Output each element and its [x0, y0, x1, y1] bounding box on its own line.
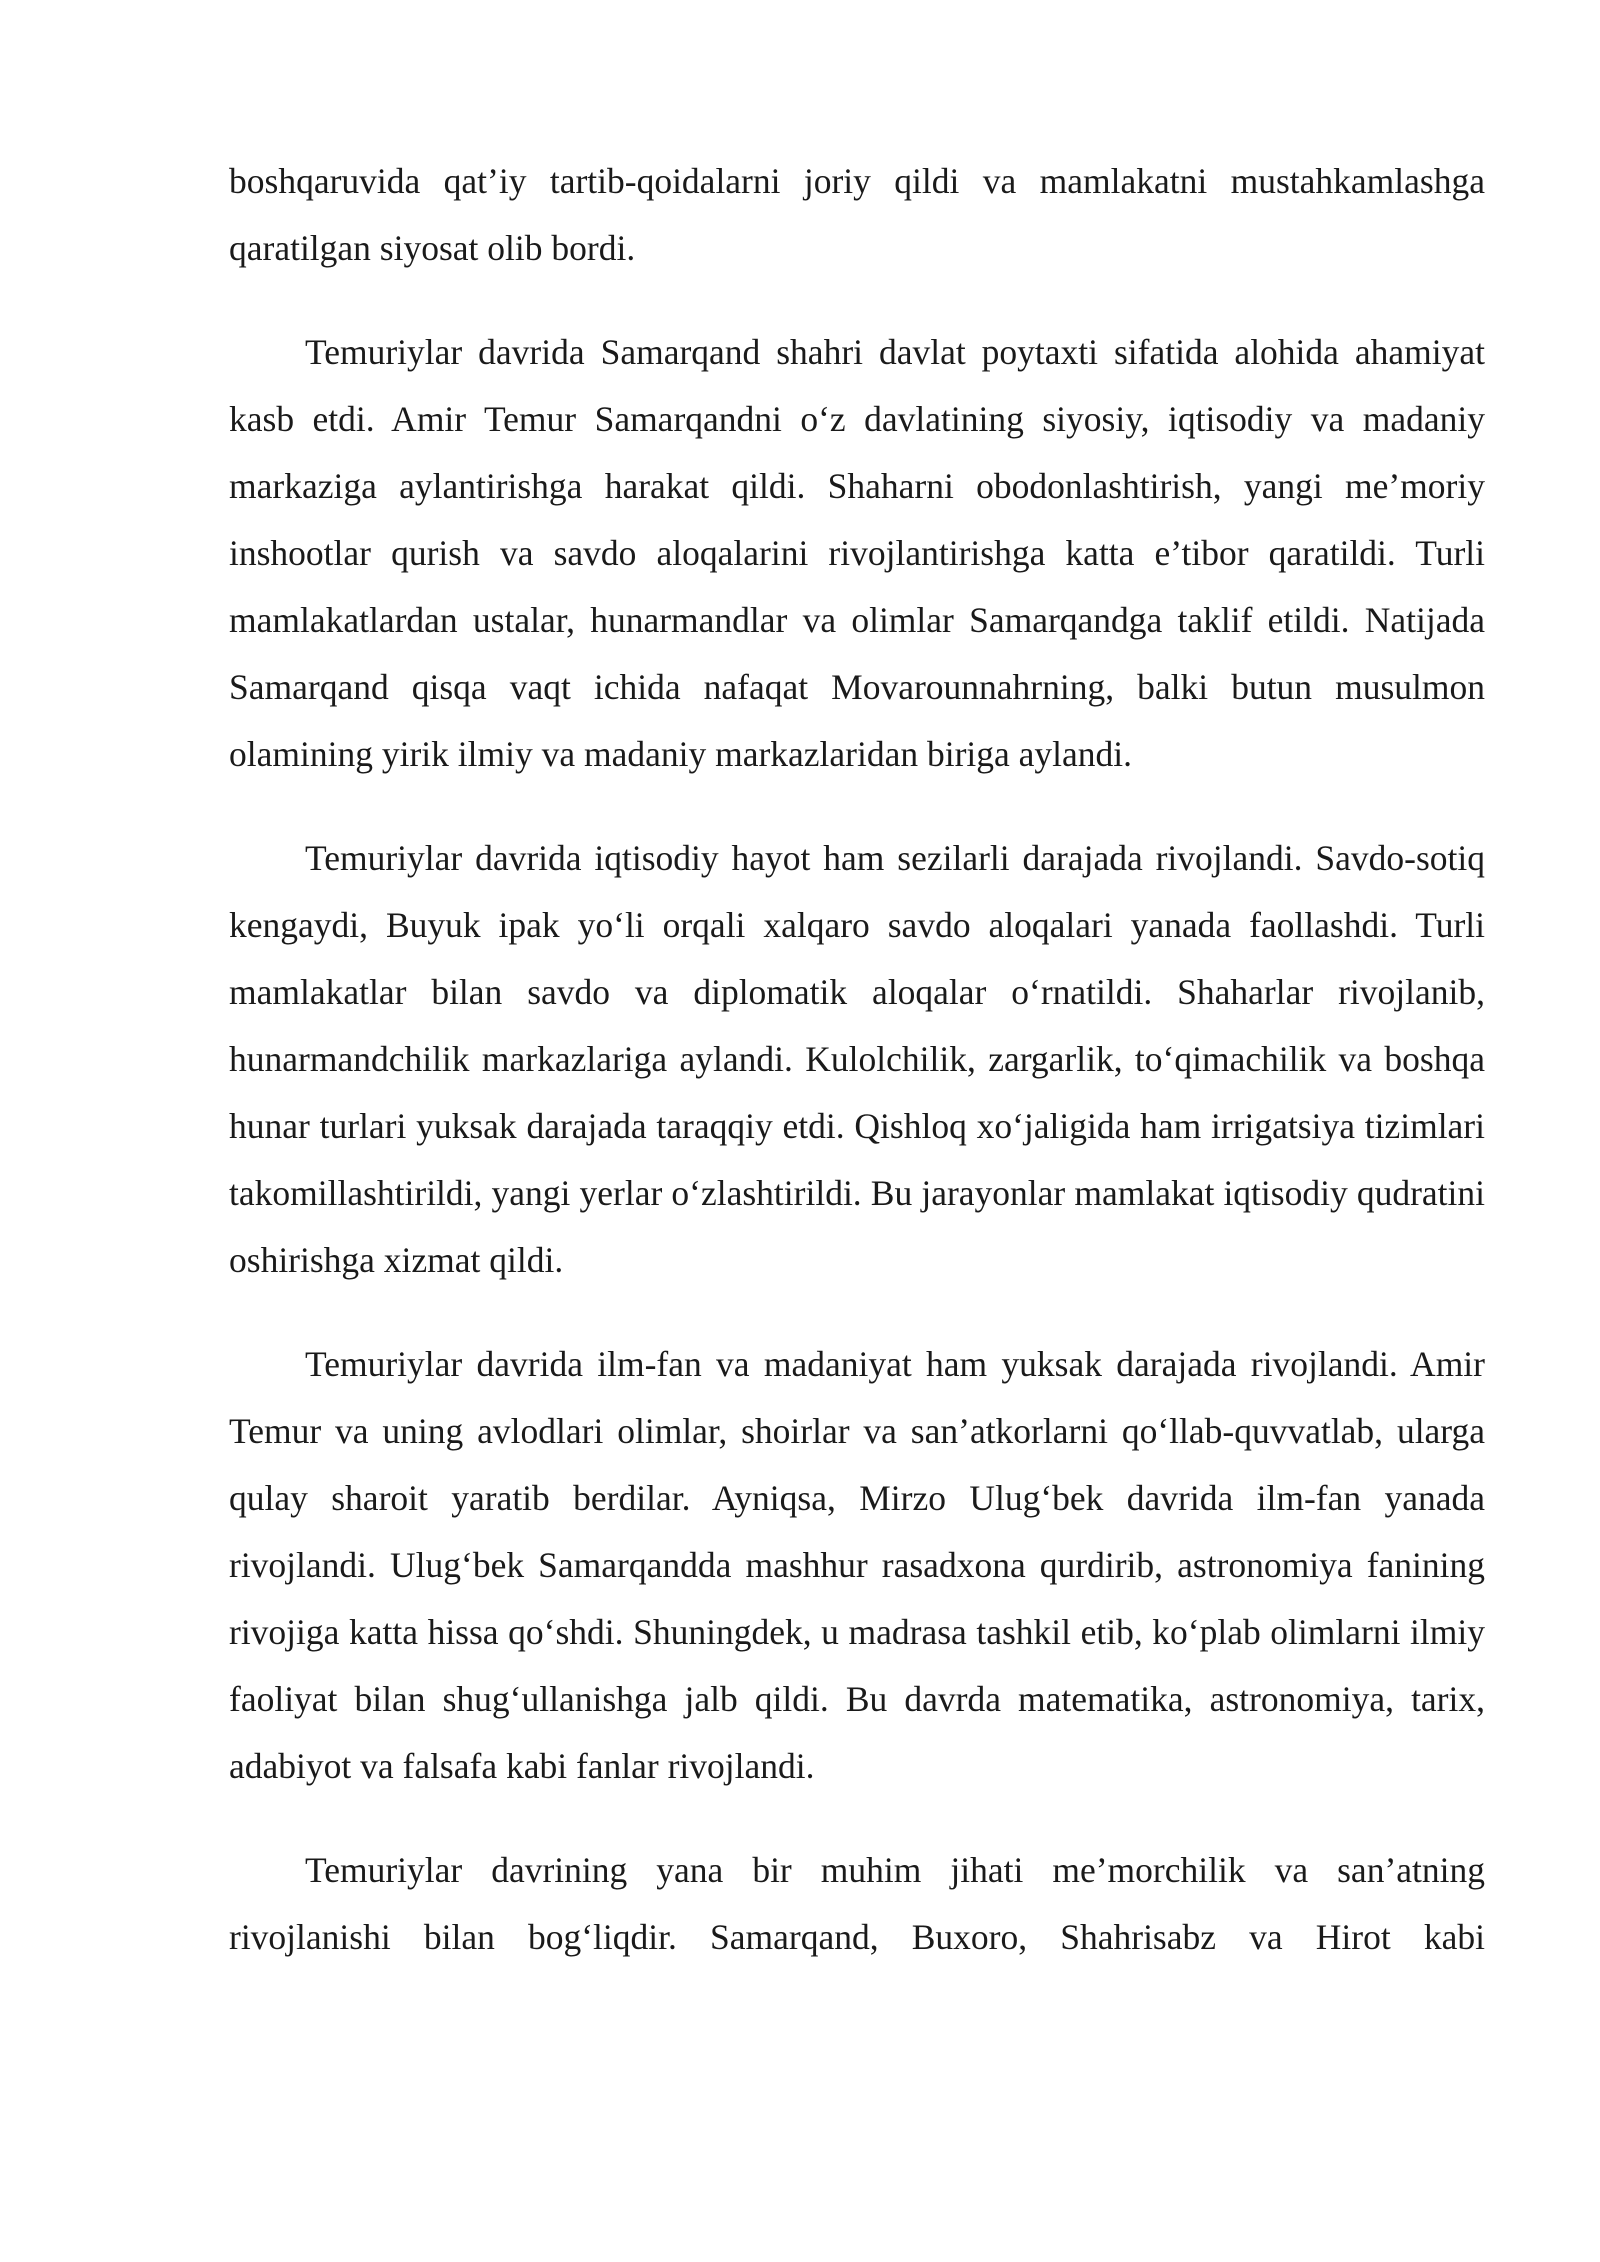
- paragraph-architecture: Temuriylar davrining yana bir muhim jihati me’morchilik va san’atning rivojlanishi bilan bog‘liqdir. Samarqand, Buxoro, Shahrisabz va Hirot kabi: [229, 1850, 1485, 1957]
- paragraph-science-culture: Temuriylar davrida ilm-fan va madaniyat ham yuksak darajada rivojlandi. Amir Temur va uning avlodlari olimlar, shoirlar va san’atkorlarni qo‘llab-quvvatlab, ularga qulay sharoit yaratib berdilar. Ayniqsa, Mirzo Ulug‘bek davrida ilm-fan yanada rivojlandi. Ulug‘bek Samarqandda mashhur rasadxona qurdirib, astronomiya fanining rivojiga katta hissa qo‘shdi. Shuningdek, u madrasa tashkil etib, ko‘plab olimlarni ilmiy faoliyat bilan shug‘ullanishga jalb qildi. Bu davrda matematika, astronomiya, tarix, adabiyot va falsafa kabi fanlar rivojlandi.: [229, 1344, 1485, 1786]
- document-body: [229, 148, 1485, 1971]
- paragraph-continued: boshqaruvida qat’iy tartib-qoidalarni joriy qildi va mamlakatni mustahkamlashga qaratilgan siyosat olib bordi.: [229, 161, 1485, 268]
- paragraph-economy: Temuriylar davrida iqtisodiy hayot ham sezilarli darajada rivojlandi. Savdo-sotiq kengaydi, Buyuk ipak yo‘li orqali xalqaro savdo aloqalari yanada faollashdi. Turli mamlakatlar bilan savdo va diplomatik aloqalar o‘rnatildi. Shaharlar rivojlanib, hunarmandchilik markazlariga aylandi. Kulolchilik, zargarlik, to‘qimachilik va boshqa hunar turlari yuksak darajada taraqqiy etdi. Qishloq xo‘jaligida ham irrigatsiya tizimlari takomillashtirildi, yangi yerlar o‘zlashtirildi. Bu jarayonlar mamlakat iqtisodiy qudratini oshirishga xizmat qildi.: [229, 838, 1485, 1280]
- paragraph-samarqand-capital: Temuriylar davrida Samarqand shahri davlat poytaxti sifatida alohida ahamiyat kasb etdi. Amir Temur Samarqandni o‘z davlatining siyosiy, iqtisodiy va madaniy markaziga aylantirishga harakat qildi. Shaharni obodonlashtirish, yangi me’moriy inshootlar qurish va savdo aloqalarini rivojlantirishga katta e’tibor qaratildi. Turli mamlakatlardan ustalar, hunarmandlar va olimlar Samarqandga taklif etildi. Natijada Samarqand qisqa vaqt ichida nafaqat Movarounnahrning, balki butun musulmon olamining yirik ilmiy va madaniy markazlaridan biriga aylandi.: [229, 332, 1485, 774]
